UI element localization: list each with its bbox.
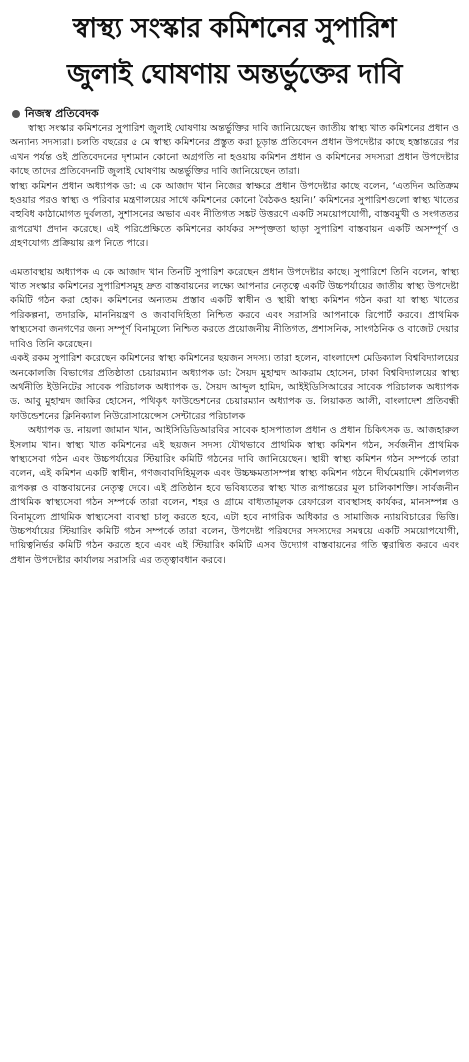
paragraph-1: স্বাস্থ্য সংস্কার কমিশনের সুপারিশ জুলাই ঘোষণায় অন্তর্ভুক্তির দাবি জানিয়েছেন জাতীয় স্বাস্থ্য খাত কমিশনের প্রধান ও অন্যান্য সদস্যরা। চলতি বছরের ৫ মে স্বাস্থ্য কমিশনের প্রস্তুত করা চূড়ান্ত প্রতিবেদন প্রধান উপদেষ্টার কাছে হস্তান্তরের পর এখন পর্যন্ত ওই প্রতিবেদনের দৃশ্যমান কোনো অগ্রগতি না হওয়ায় কমিশন প্রধান ও কমিশনের সদস্যরা প্রধান উপদেষ্টার কাছে তাদের প্রতিবেদনটি জুলাই ঘোষণায় অন্তর্ভুক্তির দাবি জানিয়েছেন তারা। — [10, 123, 459, 178]
paragraph-2: স্বাস্থ্য কমিশন প্রধান অধ্যাপক ডা: এ কে আজাদ খান নিজের স্বাক্ষরে প্রধান উপদেষ্টার কাছে বলেন, ‘এতদিন অতিক্রম হওয়ার পরও স্বাস্থ্য ও পরিবার মন্ত্রণালয়ের সাথে কমিশনের কোনো বৈঠকও হয়নি।’ কমিশনের সুপারিশগুলো স্বাস্থ্য খাতের বহুবিধ কাঠামোগত দুর্বলতা, সুশাসনের অভাব এবং নীতিগত সঙ্কট উত্তরণে একটি সময়োপযোগী, বাস্তবমুখী ও সংগততর রূপরেখা প্রদান করেছে। এই পরিপ্রেক্ষিতে কমিশনের কার্যকর সম্পৃক্ততা ছাড়া সুপারিশ বাস্তবায়ন একটি অসম্পূর্ণ ও গ্রহণযোগ্য প্রক্রিয়ায় রূপ নিতে পারে। — [10, 180, 459, 250]
headline — [10, 6, 459, 98]
bullet-icon — [12, 110, 20, 118]
article-body — [10, 122, 459, 568]
headline-line-1: স্বাস্থ্য সংস্কার কমিশনের সুপারিশ — [72, 13, 397, 44]
byline — [10, 107, 459, 121]
headline-line-2: জুলাই ঘোষণায় অন্তর্ভুক্তের দাবি — [66, 59, 403, 90]
paragraph-5: অধ্যাপক ড. নায়লা জামান খান, আইসিডিডিআরবির সাবেক হাসপাতাল প্রধান ও প্রধান চিকিৎসক ড. আজহারুল ইসলাম খান। স্বাস্থ্য খাত কমিশনের এই ছয়জন সদস্য যৌথভাবে প্রাথমিক স্বাস্থ্য কমিশন গঠন, সর্বজনীন প্রাথমিক স্বাস্থ্যসেবা গঠন এবং উচ্চপর্যায়ের স্টিয়ারিং কমিটি গঠনের দাবি জানিয়েছেন। স্থায়ী স্বাস্থ্য কমিশন গঠন সম্পর্কে তারা বলেন, এই কমিশন একটি স্বাধীন, গণজবাবদিহিমূলক এবং উচ্চক্ষমতাসম্পন্ন স্বাস্থ্য কমিশন গঠনে দীর্ঘমেয়াদি কৌশলগত রূপকল্প ও বাস্তবায়নের নেতৃত্ব দেবে। এই প্রতিষ্ঠান হবে ভবিষ্যতের স্বাস্থ্য খাত রূপান্তরের মূল চালিকাশক্তি। সার্বজনীন প্রাথমিক স্বাস্থ্যসেবা গঠন সম্পর্কে তারা বলেন, শহর ও গ্রামে বাধ্যতামূলক রেফারেল ব্যবস্থাসহ কার্যকর, মানসম্পন্ন ও বিনামূল্যে প্রাথমিক স্বাস্থ্যসেবা ব্যবস্থা চালু করতে হবে, এটা হবে নাগরিক অধিকার ও সামাজিক ন্যায়বিচারের ভিত্তি। উচ্চপর্যায়ের স্টিয়ারিং কমিটি গঠন সম্পর্কে তারা বলেন, উপদেষ্টা পরিষদের সদস্যদের সমন্বয়ে একটি সময়োপযোগী, দায়িত্বনির্ভর কমিটি গঠন করতে হবে এবং এই স্টিয়ারিং কমিটি এসব উদ্যোগ বাস্তবায়নের গতি ত্বরান্বিত করবে এবং প্রধান উপদেষ্টার কার্যালয় সরাসরি এর তত্ত্বাবধান করবে। — [10, 425, 459, 566]
byline-text: নিজস্ব প্রতিবেদক — [25, 107, 99, 120]
paragraph-3: এমতাবস্থায় অধ্যাপক এ কে আজাদ খান তিনটি সুপারিশ করেছেন প্রধান উপদেষ্টার কাছে। সুপারিশে তিনি বলেন, স্বাস্থ্য খাত সংস্কার কমিশনের সুপারিশসমূহ দ্রুত বাস্তবায়নের লক্ষ্যে আপনার নেতৃত্বে একটি উচ্চপর্যায়ের জাতীয় স্বাস্থ্য উপদেষ্টা কমিটি গঠন করা হোক। কমিশনের অন্যতম প্রস্তাব একটি স্বাধীন ও স্থায়ী স্বাস্থ্য কমিশন গঠন করা যা স্বাস্থ্য খাতের পরিকল্পনা, তদারকি, মাননিয়ন্ত্রণ ও জবাবদিহিতা নিশ্চিত করবে এবং সরাসরি আপনাকে রিপোর্ট করবে। প্রাথমিক স্বাস্থ্যসেবা জনগণের জন্য সম্পূর্ণ বিনামূল্যে নিশ্চিত করতে প্রয়োজনীয় নীতিগত, প্রশাসনিক, সাংগঠনিক ও বাজেট দেয়ার দাবিও তিনি করেছেন। — [10, 266, 459, 350]
paragraph-4: একই রকম সুপারিশ করেছেন কমিশনের স্বাস্থ্য কমিশনের ছয়জন সদস্য। তারা হলেন, বাংলাদেশ মেডিক্যাল বিশ্ববিদ্যালয়ের অনকোলজি বিভাগের প্রতিষ্ঠাতা চেয়ারম্যান অধ্যাপক ডা: সৈয়দ মুহাম্মদ আকরাম হোসেন, ঢাকা বিশ্ববিদ্যালয়ের স্বাস্থ্য অর্থনীতি ইউনিটের সাবেক পরিচালক অধ্যাপক ড. সৈয়দ আব্দুল হামিদ, আইইডিসিআরের সাবেক পরিচালক অধ্যাপক ড. আবু মুহাম্মদ জাকির হোসেন, পথিকৃৎ ফাউন্ডেশনের চেয়ারম্যান অধ্যাপক ড. লিয়াকত আলী, বাংলাদেশ প্রতিবন্ধী ফাউন্ডেশনের ক্লিনিক্যাল নিউরোসায়েন্সেস সেন্টারের পরিচালক — [10, 353, 459, 422]
